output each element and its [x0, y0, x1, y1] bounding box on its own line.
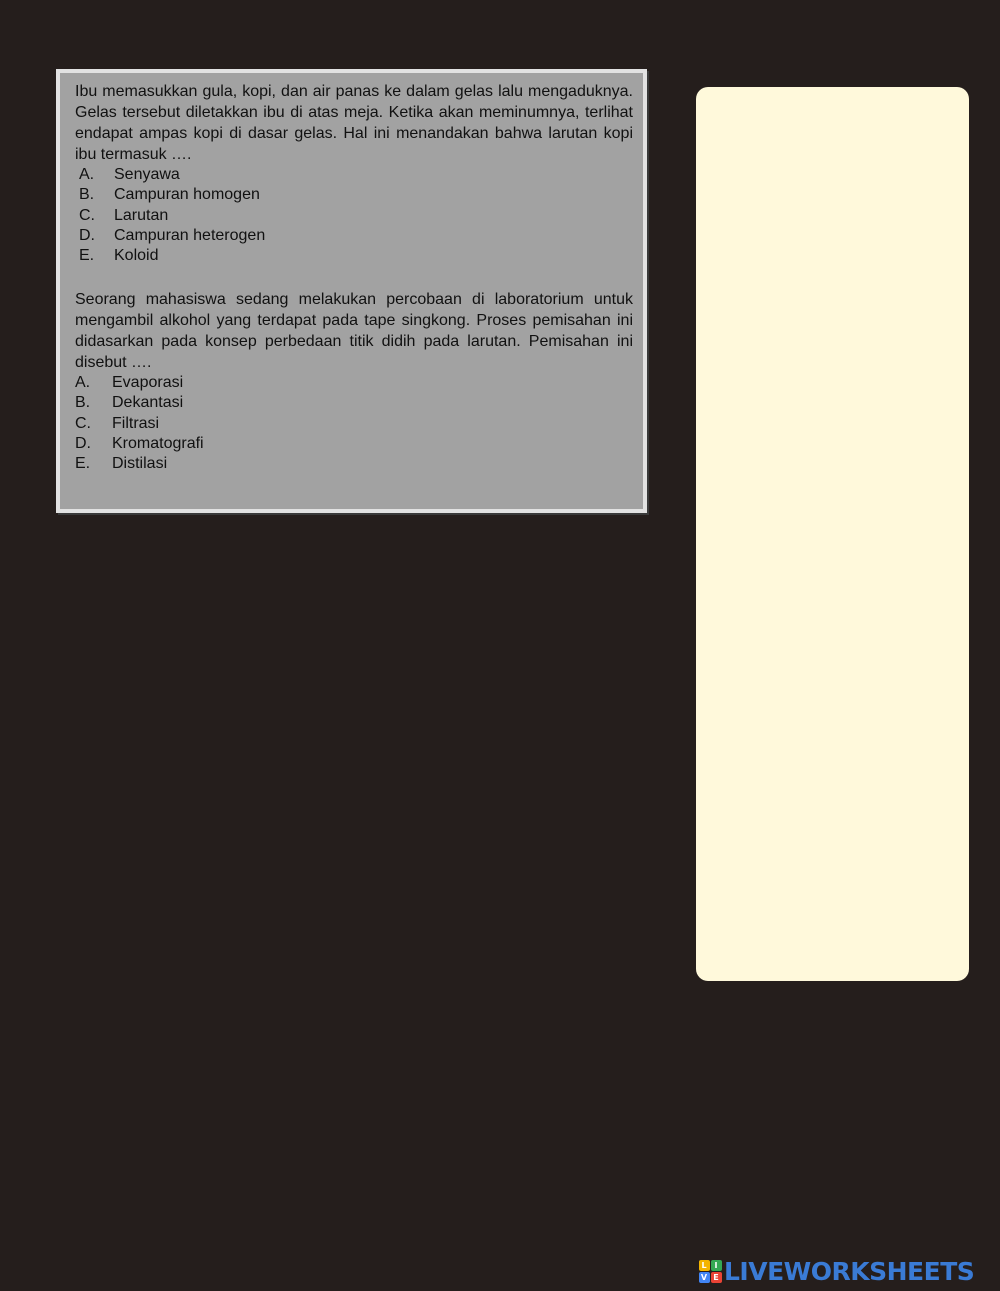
option-item [75, 165, 633, 185]
option-item [75, 246, 633, 266]
logo-letter-v: V [699, 1272, 710, 1283]
option-text: Filtrasi [112, 414, 160, 432]
option-text: Dekantasi [112, 394, 184, 412]
option-text: Distilasi [112, 455, 168, 473]
option-item [75, 226, 633, 246]
option-letter: B. [75, 394, 91, 412]
question-2 [75, 289, 633, 474]
option-letter: A. [79, 166, 95, 183]
liveworksheets-logo-icon [698, 1259, 722, 1283]
option-item [75, 206, 633, 226]
option-text: Evaporasi [112, 374, 184, 391]
option-letter: C. [75, 414, 91, 432]
option-text: Larutan [114, 206, 169, 224]
option-item [75, 373, 633, 393]
logo-letter-l: L [699, 1260, 710, 1271]
liveworksheets-logo-text: LIVEWORKSHEETS [724, 1256, 975, 1286]
option-text: Campuran homogen [114, 186, 260, 204]
option-text: Senyawa [114, 166, 180, 183]
answer-drop-area[interactable] [696, 87, 969, 981]
option-letter: E. [75, 455, 91, 473]
liveworksheets-logo [698, 1257, 974, 1285]
option-letter: D. [79, 226, 95, 244]
option-letter: E. [79, 247, 95, 265]
question-box [56, 69, 647, 513]
option-text: Koloid [114, 247, 159, 265]
option-letter: C. [79, 206, 95, 224]
question-1 [75, 81, 633, 266]
option-letter: B. [79, 186, 95, 204]
question-1-stem: Ibu memasukkan gula, kopi, dan air panas ke dalam gelas lalu mengaduknya. Gelas tersebut diletakkan ibu di atas meja. Ketika akan meminumnya, terlihat endapat ampas kopi di dasar gelas. Hal ini menandakan bahwa larutan kopi ibu termasuk …. [75, 83, 633, 163]
option-item [75, 393, 633, 413]
question-2-options [75, 373, 633, 474]
question-1-options [75, 165, 633, 266]
question-2-stem: Seorang mahasiswa sedang melakukan percobaan di laboratorium untuk mengambil alkohol yang terdapat pada tape singkong. Proses pemisahan ini didasarkan pada konsep perbedaan titik didih pada larutan. Pemisahan ini disebut …. [75, 291, 633, 371]
option-item [75, 414, 633, 434]
option-text: Campuran heterogen [114, 226, 266, 244]
option-item [75, 185, 633, 205]
logo-letter-e: E [711, 1272, 722, 1283]
option-text: Kromatografi [112, 434, 204, 452]
option-item [75, 454, 633, 474]
option-letter: A. [75, 374, 91, 391]
option-item [75, 434, 633, 454]
option-letter: D. [75, 434, 91, 452]
logo-letter-i: I [711, 1260, 722, 1271]
